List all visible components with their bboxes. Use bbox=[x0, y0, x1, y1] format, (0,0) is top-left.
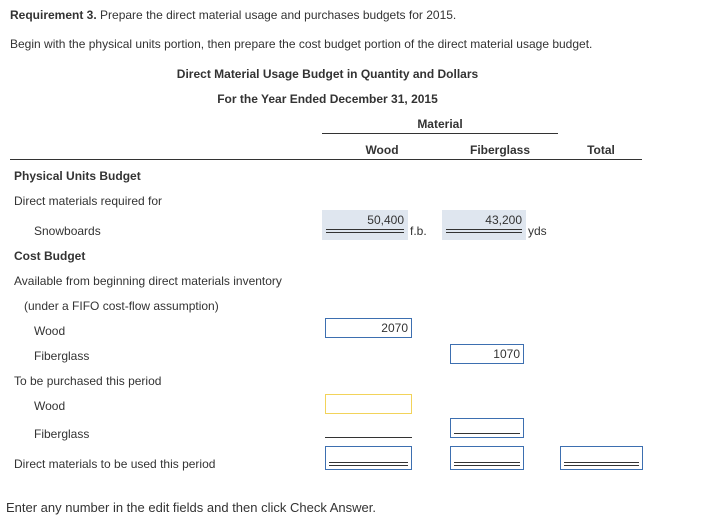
column-header-wood: Wood bbox=[365, 143, 399, 157]
beginning-fiberglass-label: Fiberglass bbox=[34, 349, 90, 363]
wood-purchase-input[interactable] bbox=[325, 394, 412, 414]
wood-used-input[interactable] bbox=[325, 446, 412, 470]
fiberglass-used-input[interactable] bbox=[450, 446, 524, 470]
cost-budget-heading: Cost Budget bbox=[14, 249, 86, 263]
total-used-input[interactable] bbox=[560, 446, 643, 470]
snowboards-label: Snowboards bbox=[34, 224, 101, 238]
requirement-text: Prepare the direct material usage and purchases budgets for 2015. bbox=[96, 8, 457, 22]
material-header: Material bbox=[417, 117, 463, 131]
wood-fiberglass-purchase-field[interactable] bbox=[325, 418, 412, 438]
footer-hint: Enter any number in the edit fields and then click Check Answer. bbox=[6, 500, 376, 515]
header-rule bbox=[10, 159, 642, 160]
fiberglass-beginning-inventory-input[interactable]: 1070 bbox=[450, 344, 524, 364]
physical-units-heading: Physical Units Budget bbox=[14, 169, 141, 183]
fiberglass-unit-label: yds bbox=[528, 224, 547, 238]
dm-used-label: Direct materials to be used this period bbox=[14, 457, 216, 471]
requirement-label: Requirement 3. bbox=[10, 8, 97, 22]
to-be-purchased-label: To be purchased this period bbox=[14, 374, 162, 388]
purchase-fiberglass-label: Fiberglass bbox=[34, 427, 90, 441]
material-header-rule bbox=[322, 133, 558, 134]
dm-required-label: Direct materials required for bbox=[14, 194, 163, 208]
wood-beginning-inventory-input[interactable]: 2070 bbox=[325, 318, 412, 338]
purchase-wood-label: Wood bbox=[34, 399, 66, 413]
beginning-wood-label: Wood bbox=[34, 324, 66, 338]
available-beginning-label: Available from beginning direct materials inventory bbox=[14, 274, 282, 288]
budget-subtitle: For the Year Ended December 31, 2015 bbox=[217, 92, 438, 106]
requirement-line bbox=[10, 8, 456, 22]
column-header-fiberglass: Fiberglass bbox=[469, 143, 531, 157]
fiberglass-required-value: 43,200 bbox=[442, 210, 526, 240]
wood-unit-label: f.b. bbox=[410, 224, 427, 238]
begin-instruction: Begin with the physical units portion, then prepare the cost budget portion of the direct material usage budget. bbox=[10, 37, 593, 51]
fifo-label: (under a FIFO cost-flow assumption) bbox=[24, 299, 219, 313]
wood-required-value: 50,400 bbox=[322, 210, 408, 240]
column-header-total: Total bbox=[587, 143, 615, 157]
fiberglass-purchase-input[interactable] bbox=[450, 418, 524, 438]
budget-title: Direct Material Usage Budget in Quantity and Dollars bbox=[176, 67, 479, 81]
